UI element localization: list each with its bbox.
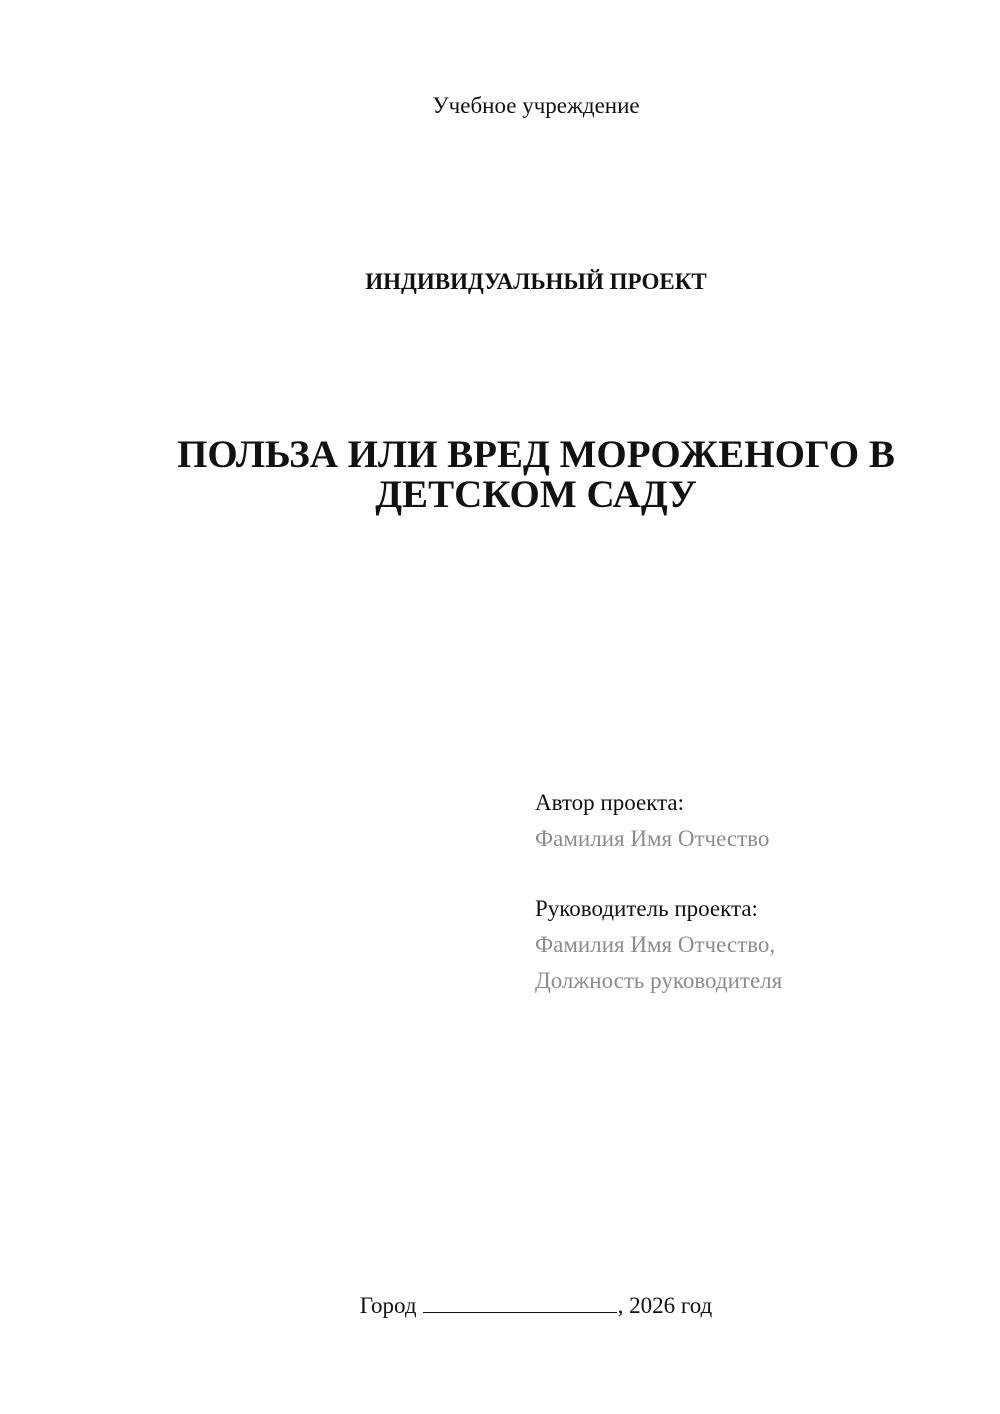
document-type-heading: ИНДИВИДУАЛЬНЫЙ ПРОЕКТ [365, 269, 707, 294]
city-label: Город [359, 1293, 417, 1318]
supervisor-block [535, 891, 975, 999]
author-name-placeholder: Фамилия Имя Отчество [535, 826, 770, 851]
supervisor-position-placeholder: Должность руководителя [535, 968, 783, 993]
city-year-line [0, 1290, 1000, 1321]
author-label: Автор проекта: [535, 790, 684, 815]
author-block [535, 785, 975, 857]
institution-name: Учебное учреждение [432, 93, 640, 118]
supervisor-name-placeholder: Фамилия Имя Отчество, [535, 932, 776, 957]
project-title [0, 435, 1000, 515]
project-title-line-2: ДЕТСКОМ САДУ [375, 473, 697, 516]
city-blank-line [423, 1290, 617, 1313]
supervisor-label: Руководитель проекта: [535, 896, 758, 921]
project-title-line-1: ПОЛЬЗА ИЛИ ВРЕД МОРОЖЕНОГО В [177, 433, 895, 476]
year-text: , 2026 год [617, 1293, 713, 1318]
